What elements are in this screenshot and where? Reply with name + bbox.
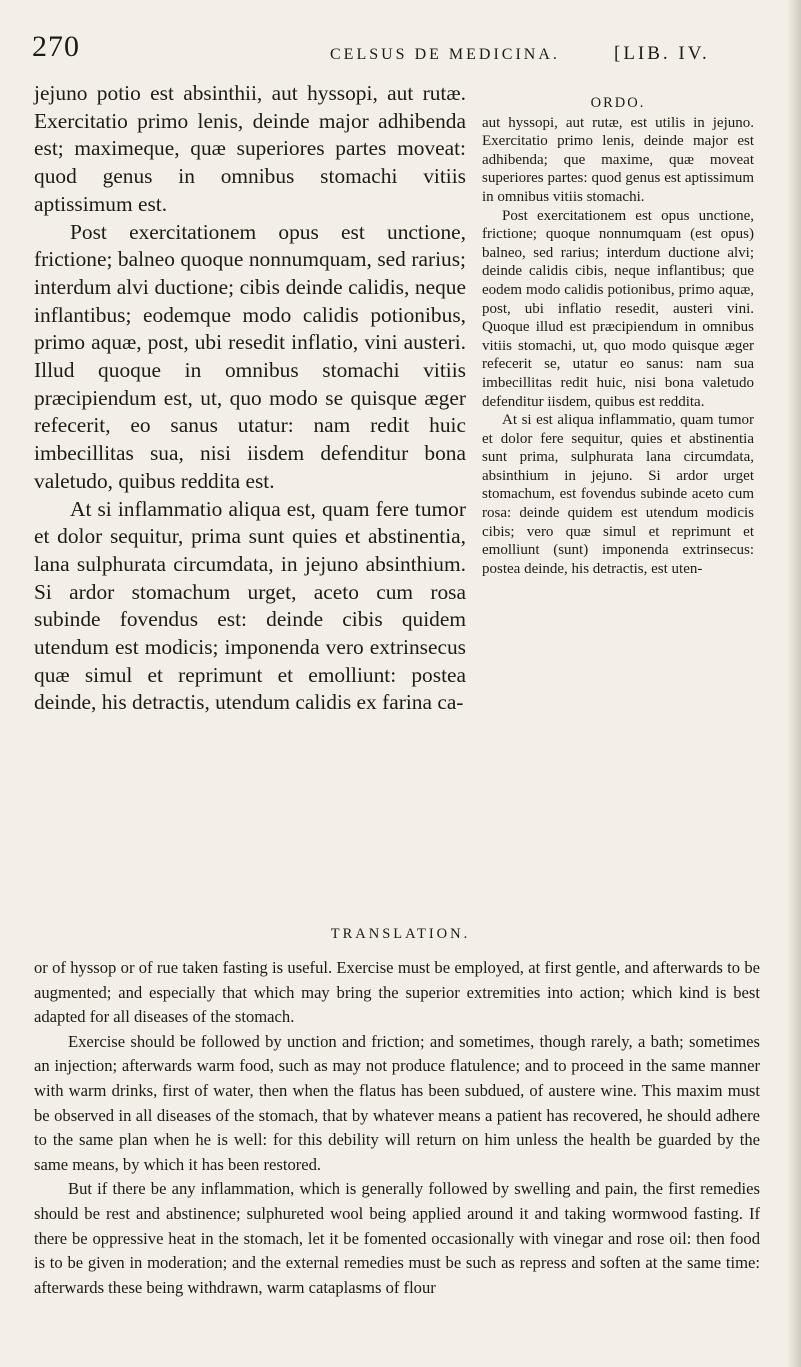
translation-paragraph: Exercise should be followed by unction and friction; and sometimes, though rarely, a bath; sometimes an injection; afterwards warm food, such as may not produce flatulence; and to proceed in the same manner with warm drinks, first of water, then when the flatus has been subdued, of austere wine. This maxim must be observed in all diseases of the stomach, that by whatever means a patient has recovered, he should adhere to the same plan when he is well: for this debility will return on him unless the health be guarded by the same means, by which it has been restored. [34,1031,760,1174]
latin-paragraph: jejuno potio est absinthii, aut hyssopi, aut rutæ. Exercitatio primo lenis, deinde major adhibenda est; maximeque, quæ superiores partes moveat: quod genus in omnibus stomachi vitiis aptissimum est. [34,81,466,216]
ordo-label: ORDO. [590,95,646,111]
translation-paragraph: or of hyssop or of rue taken fasting is useful. Exercise must be employed, at first gentle, and afterwards to be augmented; and especially that which may bring the superior extremities into action; which kind is best adapted for all diseases of the stomach. [34,958,760,1027]
running-head [32,30,780,70]
translation-heading: TRANSLATION. [330,926,471,942]
latin-text-column [34,80,466,717]
translation-column [34,956,760,1300]
page-number: 270 [32,30,80,63]
translation-paragraph: But if there be any inflammation, which is generally followed by swelling and pain, the first remedies should be rest and abstinence; sulphureted wool being applied around it and taking wormwood fasting. If there be oppressive heat in the stomach, let it be fomented occasionally with vinegar and rose oil: then food is to be given in moderation; and the external remedies must be such as repress and soften at the same time: afterwards these being withdrawn, warm cataplasms of flour [34,1179,760,1297]
latin-paragraph: At si inflammatio aliqua est, quam fere tumor et dolor sequitur, prima sunt quies et abstinentia, lana sulphurata circumdata, in jejuno absinthium. Si ardor stomachum urget, aceto cum rosa subinde fovendus est: deinde cibis quidem utendum est modicis; imponenda vero extrinsecus quæ simul et reprimunt et emolliunt: postea deinde, his detractis, utendum calidis ex farina ca- [34,496,466,715]
latin-paragraph: Post exercitationem opus est unctione, frictione; balneo quoque nonnumquam, sed rarius; interdum alvi ductione; cibis deinde calidis, neque inflantibus; eodemque modo calidis potionibus, primo aquæ, post, ubi resedit inflatio, vini austeri. Illud quoque in omnibus stomachi vitiis præcipiendum est, ut, quo modo se quisque æger refecerit, eo sanus utatur: nam redit huic imbecillitas sua, nisi iisdem defenditur bona valetudo, quibus reddita est. [34,219,466,493]
ordo-column [482,94,754,578]
ordo-paragraph: At si est aliqua inflammatio, quam tumor et dolor fere sequitur, quies et abstinentia sunt prima, sulphurata lana circumdata, absinthium in jejuno. Si ardor urget stomachum, est fovendus subinde aceto cum rosa: deinde quidem est utendum modicis cibis; vero quæ simul et reprimunt et emolliunt (sunt) imponenda extrinsecus: postea deinde, his detractis, est uten- [482,412,754,577]
running-title: CELSUS DE MEDICINA. [330,46,560,63]
page-edge-shadow [787,0,801,1367]
ordo-paragraph: aut hyssopi, aut rutæ, est utilis in jejuno. Exercitatio primo lenis, deinde major est adhibenda; que maxime, quæ moveat superiores partes: quod genus est aptissimum in omnibus vitiis stomachi. [482,114,754,205]
ordo-paragraph: Post exercitationem est opus unctione, frictione; quoque nonnumquam (est opus) balneo, sed rarius; interdum ductione alvi; deinde calidis cibis, neque inflantibus; que eodem modo calidis potionibus, primo aquæ, post, ubi inflatio resedit, austeri vini. Quoque illud est præcipiendum in omnibus vitiis stomachi, ut, quo modo quisque æger refecerit se, utatur eo sanus: nam sua imbecillitas redit huic, nisi bona valetudo defenditur iisdem, quibus est reddita. [482,207,754,410]
book-marker: [LIB. IV. [614,43,710,64]
